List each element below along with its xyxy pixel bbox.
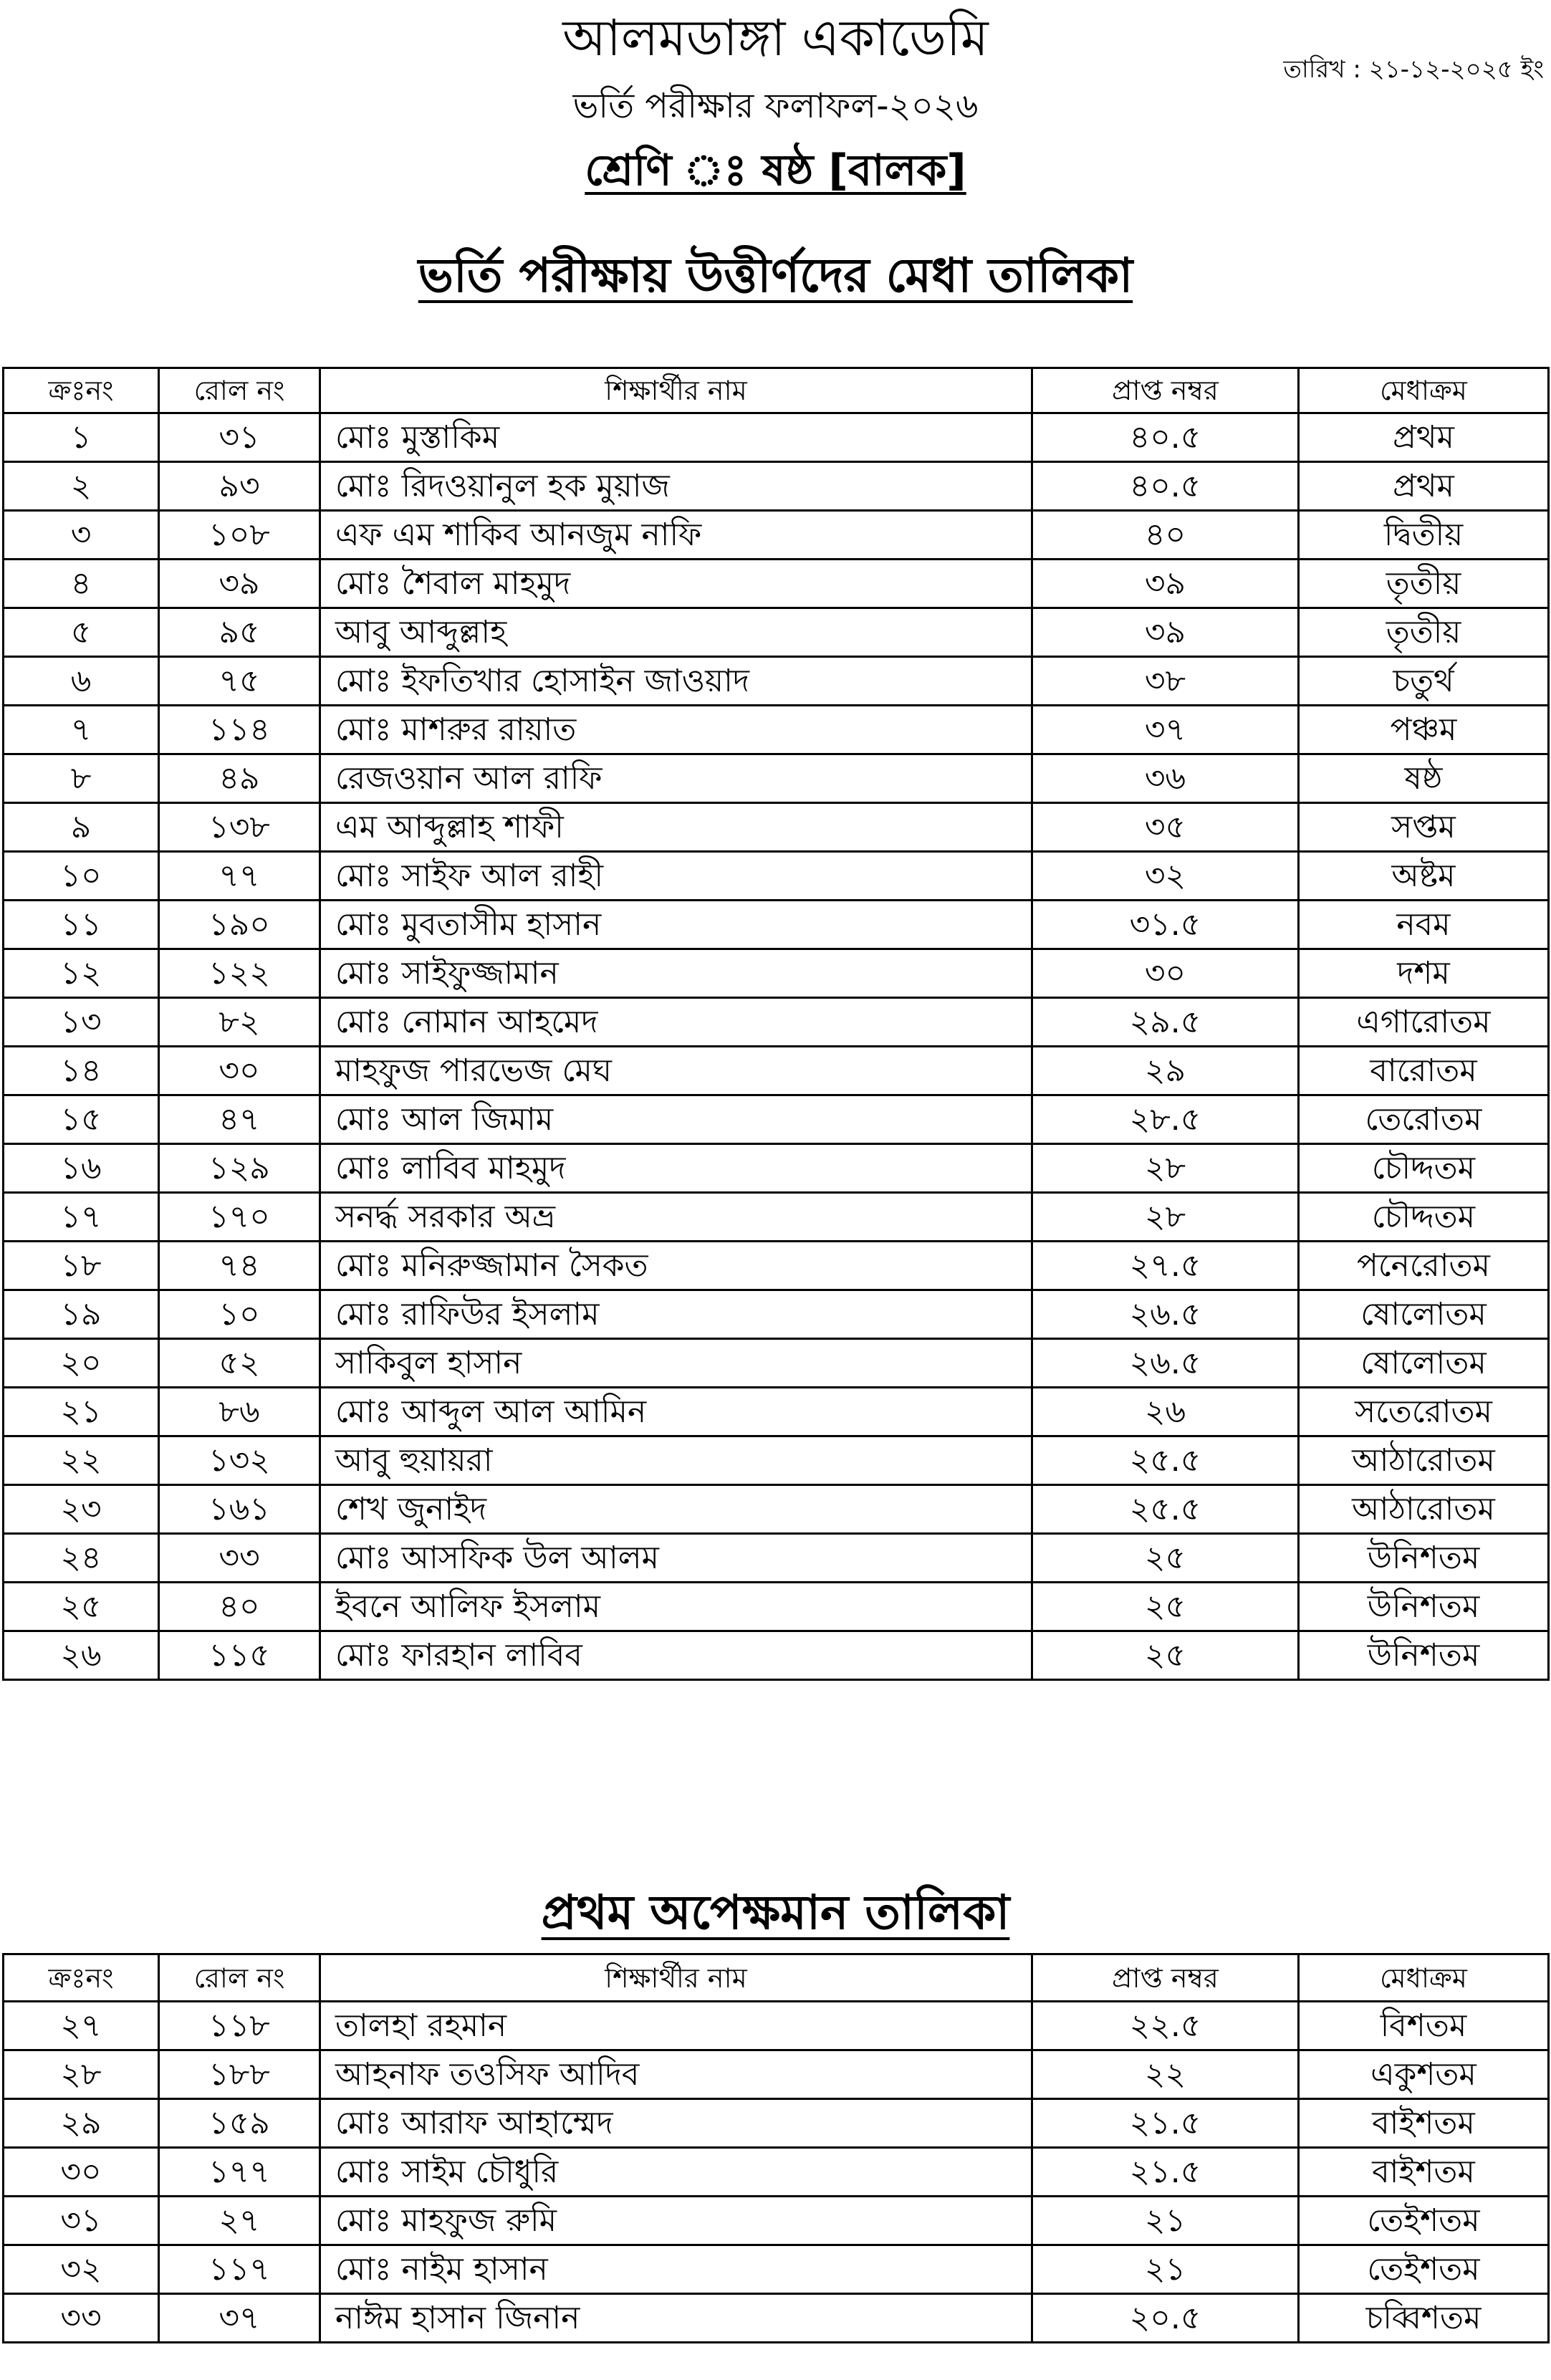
student-name-cell: মোঃ আব্দুল আল আমিন [320,1388,1032,1436]
student-name-cell: মোঃ রাফিউর ইসলাম [320,1290,1032,1339]
rank-cell: ষোলোতম [1299,1290,1549,1339]
table-row [4,1339,1549,1388]
student-name-cell: মোঃ মুবতাসীম হাসান [320,901,1032,949]
roll-cell: ১১৪ [159,706,320,754]
table-row [4,1485,1549,1534]
table-row [4,560,1549,608]
marks-cell: ২২.৫ [1032,2002,1299,2050]
column-header-rank: মেধাক্রম [1299,368,1549,413]
serial-cell: ৫ [4,608,159,657]
serial-cell: ৯ [4,803,159,852]
serial-cell: ২৩ [4,1485,159,1534]
rank-cell: বিশতম [1299,2002,1549,2050]
table-header-row [4,368,1549,413]
serial-cell: ২২ [4,1436,159,1485]
rank-cell: প্রথম [1299,462,1549,511]
rank-cell: প্রথম [1299,413,1549,462]
table-row [4,1631,1549,1680]
roll-cell: ৮৬ [159,1388,320,1436]
merit-table [2,367,1550,1681]
rank-cell: চব্বিশতম [1299,2294,1549,2343]
student-name-cell: মোঃ আল জিমাম [320,1095,1032,1144]
rank-cell: দ্বিতীয় [1299,511,1549,560]
student-name-cell: সাকিবুল হাসান [320,1339,1032,1388]
roll-cell: ৭৫ [159,657,320,706]
serial-cell: ১৭ [4,1193,159,1242]
roll-cell: ১৩২ [159,1436,320,1485]
serial-cell: ১৮ [4,1242,159,1290]
marks-cell: ২৮ [1032,1144,1299,1193]
serial-cell: ৩১ [4,2197,159,2245]
marks-cell: ২৯ [1032,1047,1299,1095]
rank-cell: উনিশতম [1299,1534,1549,1583]
rank-cell: এগারোতম [1299,998,1549,1047]
roll-cell: ৩৯ [159,560,320,608]
column-header-serial: ক্রঃনং [4,1954,159,2002]
rank-cell: চৌদ্দতম [1299,1144,1549,1193]
student-name-cell: ইবনে আলিফ ইসলাম [320,1583,1032,1631]
marks-cell: ৪০ [1032,511,1299,560]
table-row [4,2294,1549,2343]
marks-cell: ২১ [1032,2245,1299,2294]
serial-cell: ২ [4,462,159,511]
student-name-cell: রেজওয়ান আল রাফি [320,754,1032,803]
student-name-cell: মোঃ মুস্তাকিম [320,413,1032,462]
roll-cell: ১৯০ [159,901,320,949]
roll-cell: ৯৩ [159,462,320,511]
student-name-cell: আহনাফ তওসিফ আদিব [320,2050,1032,2099]
student-name-cell: তালহা রহমান [320,2002,1032,2050]
roll-cell: ১২৯ [159,1144,320,1193]
roll-cell: ১১৮ [159,2002,320,2050]
roll-cell: ৫২ [159,1339,320,1388]
marks-cell: ২১.৫ [1032,2099,1299,2148]
roll-cell: ৩৩ [159,1534,320,1583]
serial-cell: ২৯ [4,2099,159,2148]
roll-cell: ১১৭ [159,2245,320,2294]
marks-cell: ৩৯ [1032,560,1299,608]
roll-cell: ১৫৯ [159,2099,320,2148]
serial-cell: ৭ [4,706,159,754]
student-name-cell: মোঃ সাইফুজ্জামান [320,949,1032,998]
marks-cell: ২৬.৫ [1032,1339,1299,1388]
student-name-cell: মোঃ লাবিব মাহমুদ [320,1144,1032,1193]
rank-cell: নবম [1299,901,1549,949]
serial-cell: ১৫ [4,1095,159,1144]
roll-cell: ৯৫ [159,608,320,657]
rank-cell: বাইশতম [1299,2099,1549,2148]
serial-cell: ৩৩ [4,2294,159,2343]
roll-cell: ৩১ [159,413,320,462]
table-row [4,2050,1549,2099]
rank-cell: তেইশতম [1299,2197,1549,2245]
table-row [4,1242,1549,1290]
marks-cell: ২৭.৫ [1032,1242,1299,1290]
serial-cell: ২৬ [4,1631,159,1680]
marks-cell: ২৮.৫ [1032,1095,1299,1144]
roll-cell: ১০৮ [159,511,320,560]
roll-cell: ৩০ [159,1047,320,1095]
marks-cell: ২৯.৫ [1032,998,1299,1047]
marks-cell: ২৮ [1032,1193,1299,1242]
marks-cell: ২৫ [1032,1583,1299,1631]
marks-cell: ২১ [1032,2197,1299,2245]
table-row [4,901,1549,949]
student-name-cell: মোঃ নাইম হাসান [320,2245,1032,2294]
column-header-serial: ক্রঃনং [4,368,159,413]
roll-cell: ১৭০ [159,1193,320,1242]
rank-cell: উনিশতম [1299,1583,1549,1631]
serial-cell: ১২ [4,949,159,998]
student-name-cell: মোঃ ইফতিখার হোসাইন জাওয়াদ [320,657,1032,706]
column-header-name: শিক্ষার্থীর নাম [320,1954,1032,2002]
roll-cell: ১৭৭ [159,2148,320,2197]
serial-cell: ১ [4,413,159,462]
table-row [4,1436,1549,1485]
serial-cell: ২৪ [4,1534,159,1583]
marks-cell: ২০.৫ [1032,2294,1299,2343]
waiting-list-title [0,1877,1551,1949]
rank-cell: তেইশতম [1299,2245,1549,2294]
marks-cell: ৩৭ [1032,706,1299,754]
rank-cell: তৃতীয় [1299,560,1549,608]
roll-cell: ১৬১ [159,1485,320,1534]
serial-cell: ২৮ [4,2050,159,2099]
student-name-cell: মোঃ নোমান আহমেদ [320,998,1032,1047]
table-row [4,511,1549,560]
marks-cell: ২৬ [1032,1388,1299,1436]
serial-cell: ৮ [4,754,159,803]
student-name-cell: মোঃ সাইফ আল রাহী [320,852,1032,901]
merit-list-title-text: ভর্তি পরীক্ষায় উত্তীর্ণদের মেধা তালিকা [418,248,1133,303]
serial-cell: ২০ [4,1339,159,1388]
rank-cell: সতেরোতম [1299,1388,1549,1436]
table-row [4,949,1549,998]
student-name-cell: শেখ জুনাইদ [320,1485,1032,1534]
table-row [4,1095,1549,1144]
marks-cell: ২৫.৫ [1032,1485,1299,1534]
student-name-cell: এম আব্দুল্লাহ শাফী [320,803,1032,852]
column-header-marks: প্রাপ্ত নম্বর [1032,1954,1299,2002]
table-header-row [4,1954,1549,2002]
roll-cell: ১৩৮ [159,803,320,852]
rank-cell: সপ্তম [1299,803,1549,852]
table-row [4,1193,1549,1242]
rank-cell: তৃতীয় [1299,608,1549,657]
marks-cell: ৩১.৫ [1032,901,1299,949]
serial-cell: ১৬ [4,1144,159,1193]
serial-cell: ২৭ [4,2002,159,2050]
rank-cell: তেরোতম [1299,1095,1549,1144]
roll-cell: ৪৯ [159,754,320,803]
rank-cell: আঠারোতম [1299,1485,1549,1534]
serial-cell: ৩ [4,511,159,560]
table-row [4,754,1549,803]
roll-cell: ২৭ [159,2197,320,2245]
marks-cell: ৪০.৫ [1032,462,1299,511]
table-row [4,706,1549,754]
roll-cell: ৪০ [159,1583,320,1631]
student-name-cell: মোঃ মনিরুজ্জামান সৈকত [320,1242,1032,1290]
table-row [4,1047,1549,1095]
marks-cell: ৩৬ [1032,754,1299,803]
student-name-cell: মাহফুজ পারভেজ মেঘ [320,1047,1032,1095]
school-name: আলমডাঙ্গা একাডেমি [562,9,989,67]
student-name-cell: নাঈম হাসান জিনান [320,2294,1032,2343]
serial-cell: ১০ [4,852,159,901]
student-name-cell: সনর্দ্ধ সরকার অভ্র [320,1193,1032,1242]
waiting-list-title-text: প্রথম অপেক্ষমান তালিকা [541,1885,1010,1940]
rank-cell: পনেরোতম [1299,1242,1549,1290]
rank-cell: বাইশতম [1299,2148,1549,2197]
roll-cell: ১১৫ [159,1631,320,1680]
rank-cell: ষোলোতম [1299,1339,1549,1388]
table-row [4,803,1549,852]
serial-cell: ৬ [4,657,159,706]
merit-list-title [0,240,1551,312]
serial-cell: ৪ [4,560,159,608]
table-row [4,998,1549,1047]
class-heading-text: শ্রেণি ঃ ষষ্ঠ [বালক] [585,145,966,196]
marks-cell: ২৫ [1032,1534,1299,1583]
roll-cell: ১৮৮ [159,2050,320,2099]
student-name-cell: মোঃ আসফিক উল আলম [320,1534,1032,1583]
student-name-cell: মোঃ আরাফ আহাম্মেদ [320,2099,1032,2148]
table-row [4,2245,1549,2294]
serial-cell: ১৪ [4,1047,159,1095]
student-name-cell: মোঃ ফারহান লাবিব [320,1631,1032,1680]
table-row [4,2002,1549,2050]
rank-cell: উনিশতম [1299,1631,1549,1680]
student-name-cell: মোঃ মাহফুজ রুমি [320,2197,1032,2245]
marks-cell: ৩০ [1032,949,1299,998]
roll-cell: ৭৭ [159,852,320,901]
rank-cell: চতুর্থ [1299,657,1549,706]
issue-date: তারিখ : ২১-১২-২০২৫ ইং [1283,55,1544,84]
student-name-cell: আবু আব্দুল্লাহ [320,608,1032,657]
marks-cell: ২২ [1032,2050,1299,2099]
student-name-cell: আবু হুয়ায়রা [320,1436,1032,1485]
column-header-roll: রোল নং [159,1954,320,2002]
marks-cell: ৪০.৫ [1032,413,1299,462]
roll-cell: ৮২ [159,998,320,1047]
table-row [4,2197,1549,2245]
table-row [4,1290,1549,1339]
rank-cell: বারোতম [1299,1047,1549,1095]
table-row [4,2099,1549,2148]
marks-cell: ৩৮ [1032,657,1299,706]
student-name-cell: এফ এম শাকিব আনজুম নাফি [320,511,1032,560]
table-row [4,608,1549,657]
roll-cell: ১২২ [159,949,320,998]
waiting-table [2,1953,1550,2343]
table-row [4,1388,1549,1436]
serial-cell: ২৫ [4,1583,159,1631]
rank-cell: অষ্টম [1299,852,1549,901]
rank-cell: চৌদ্দতম [1299,1193,1549,1242]
roll-cell: ৩৭ [159,2294,320,2343]
column-header-rank: মেধাক্রম [1299,1954,1549,2002]
serial-cell: ৩০ [4,2148,159,2197]
table-row [4,657,1549,706]
marks-cell: ২৬.৫ [1032,1290,1299,1339]
table-row [4,462,1549,511]
student-name-cell: মোঃ সাইম চৌধুরি [320,2148,1032,2197]
student-name-cell: মোঃ রিদওয়ানুল হক মুয়াজ [320,462,1032,511]
rank-cell: পঞ্চম [1299,706,1549,754]
student-name-cell: মোঃ মাশরুর রায়াত [320,706,1032,754]
table-row [4,1534,1549,1583]
rank-cell: আঠারোতম [1299,1436,1549,1485]
table-row [4,413,1549,462]
roll-cell: ৭৪ [159,1242,320,1290]
rank-cell: ষষ্ঠ [1299,754,1549,803]
table-row [4,2148,1549,2197]
serial-cell: ২১ [4,1388,159,1436]
result-subtitle: ভর্তি পরীক্ষার ফলাফল-২০২৬ [572,86,979,126]
serial-cell: ১৯ [4,1290,159,1339]
marks-cell: ৩৯ [1032,608,1299,657]
marks-cell: ৩২ [1032,852,1299,901]
table-row [4,1144,1549,1193]
column-header-roll: রোল নং [159,368,320,413]
table-row [4,1583,1549,1631]
column-header-marks: প্রাপ্ত নম্বর [1032,368,1299,413]
serial-cell: ১১ [4,901,159,949]
marks-cell: ২৫ [1032,1631,1299,1680]
marks-cell: ২১.৫ [1032,2148,1299,2197]
roll-cell: ৪৭ [159,1095,320,1144]
student-name-cell: মোঃ শৈবাল মাহমুদ [320,560,1032,608]
roll-cell: ১০ [159,1290,320,1339]
column-header-name: শিক্ষার্থীর নাম [320,368,1032,413]
marks-cell: ২৫.৫ [1032,1436,1299,1485]
serial-cell: ৩২ [4,2245,159,2294]
rank-cell: দশম [1299,949,1549,998]
rank-cell: একুশতম [1299,2050,1549,2099]
marks-cell: ৩৫ [1032,803,1299,852]
serial-cell: ১৩ [4,998,159,1047]
table-row [4,852,1549,901]
class-heading [0,138,1551,203]
